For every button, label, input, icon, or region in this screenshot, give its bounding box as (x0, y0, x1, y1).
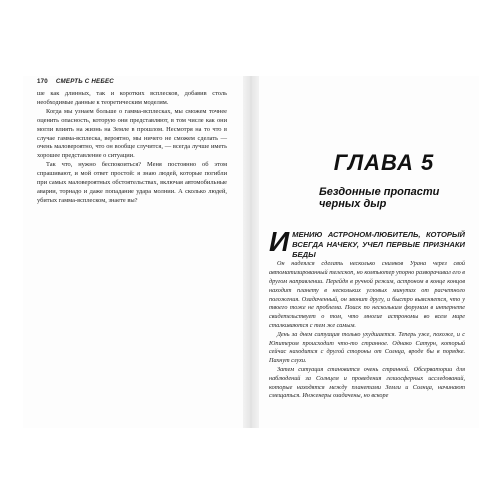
chapter-title: Бездонные пропасти черных дыр (319, 186, 440, 210)
page-number: 170 (37, 78, 48, 85)
opening-paragraph (269, 226, 465, 260)
right-body-text (269, 226, 465, 401)
paragraph: ше как длинных, так и коротких всплесков, добавив столь необходимые данные к теоретическим моделям. (37, 90, 227, 106)
lead-in: МЕНИЮ АСТРОНОМ-ЛЮБИТЕЛЬ, КОТОРЫЙ ВСЕГДА НАЧЕКУ, УЧЕЛ ПЕРВЫЕ ПРИЗНАКИ БЕДЫ (292, 230, 465, 259)
right-page (259, 76, 479, 428)
paragraph: Он надеялся сделать несколько снимков Урана через свой автоматизированный телескоп, но компьютер упорно разворачивал его в другом направлении. Перейдя в ручной режим, астроном в конце концов находит планету в нескольких угловых минутах от расчетного положения. Озадаченный, он звонит другу, и быстро выясняется, что у твоего тоже не проблема. Поиск по нескольким форумам в интернете свидетельствует о том, что многие астрономы во всем мире сталкиваются с тем же самым. (269, 260, 465, 329)
drop-cap: И (269, 226, 290, 257)
paragraph: День за днем ситуация только ухудшается. Теперь уже, похоже, и с Юпитером происходит что-то странное. Однако Сатурн, который сейчас находится с другой стороны от Солнца, вроде бы в порядке. Пахнут слухи. (269, 330, 465, 365)
chapter-label: ГЛАВА 5 (333, 150, 435, 175)
running-head (37, 78, 114, 85)
left-body-text (37, 90, 227, 206)
paragraph: Затем ситуация становится очень странной. Обсерватории для наблюдений за Солнцем и проведения гелиосферных исследований, которые находятся между планетами Земли и Солнца, начинают смещаться. Инженеры озадачены, но вскоре (269, 365, 465, 400)
book-gutter (243, 76, 259, 428)
paragraph: Так что, нужно беспокоиться? Меня постоянно об этом спрашивают, и мой ответ простой: я знаю людей, которые погибли при самых маловероятных обстоятельствах, включая автомобильные аварии, торнадо и даже попадание удара молнии. А сколько людей, убитых гамма-всплеском, знаете вы? (37, 161, 227, 204)
paragraph: Когда мы узнаем больше о гамма-всплесках, мы сможем точнее оценить опасность, которую они представляют, в том числе как они могли влиять на жизнь на Земле в прошлом. Несмотря на то что в случае гамма-всплеска, вероятно, мы ничего не сможем сделать — очень маловероятно, что он вообще случится, — всегда лучше иметь хорошее представление о ситуации. (37, 107, 227, 160)
left-page (23, 76, 243, 428)
book-title: СМЕРТЬ С НЕБЕС (55, 78, 114, 85)
